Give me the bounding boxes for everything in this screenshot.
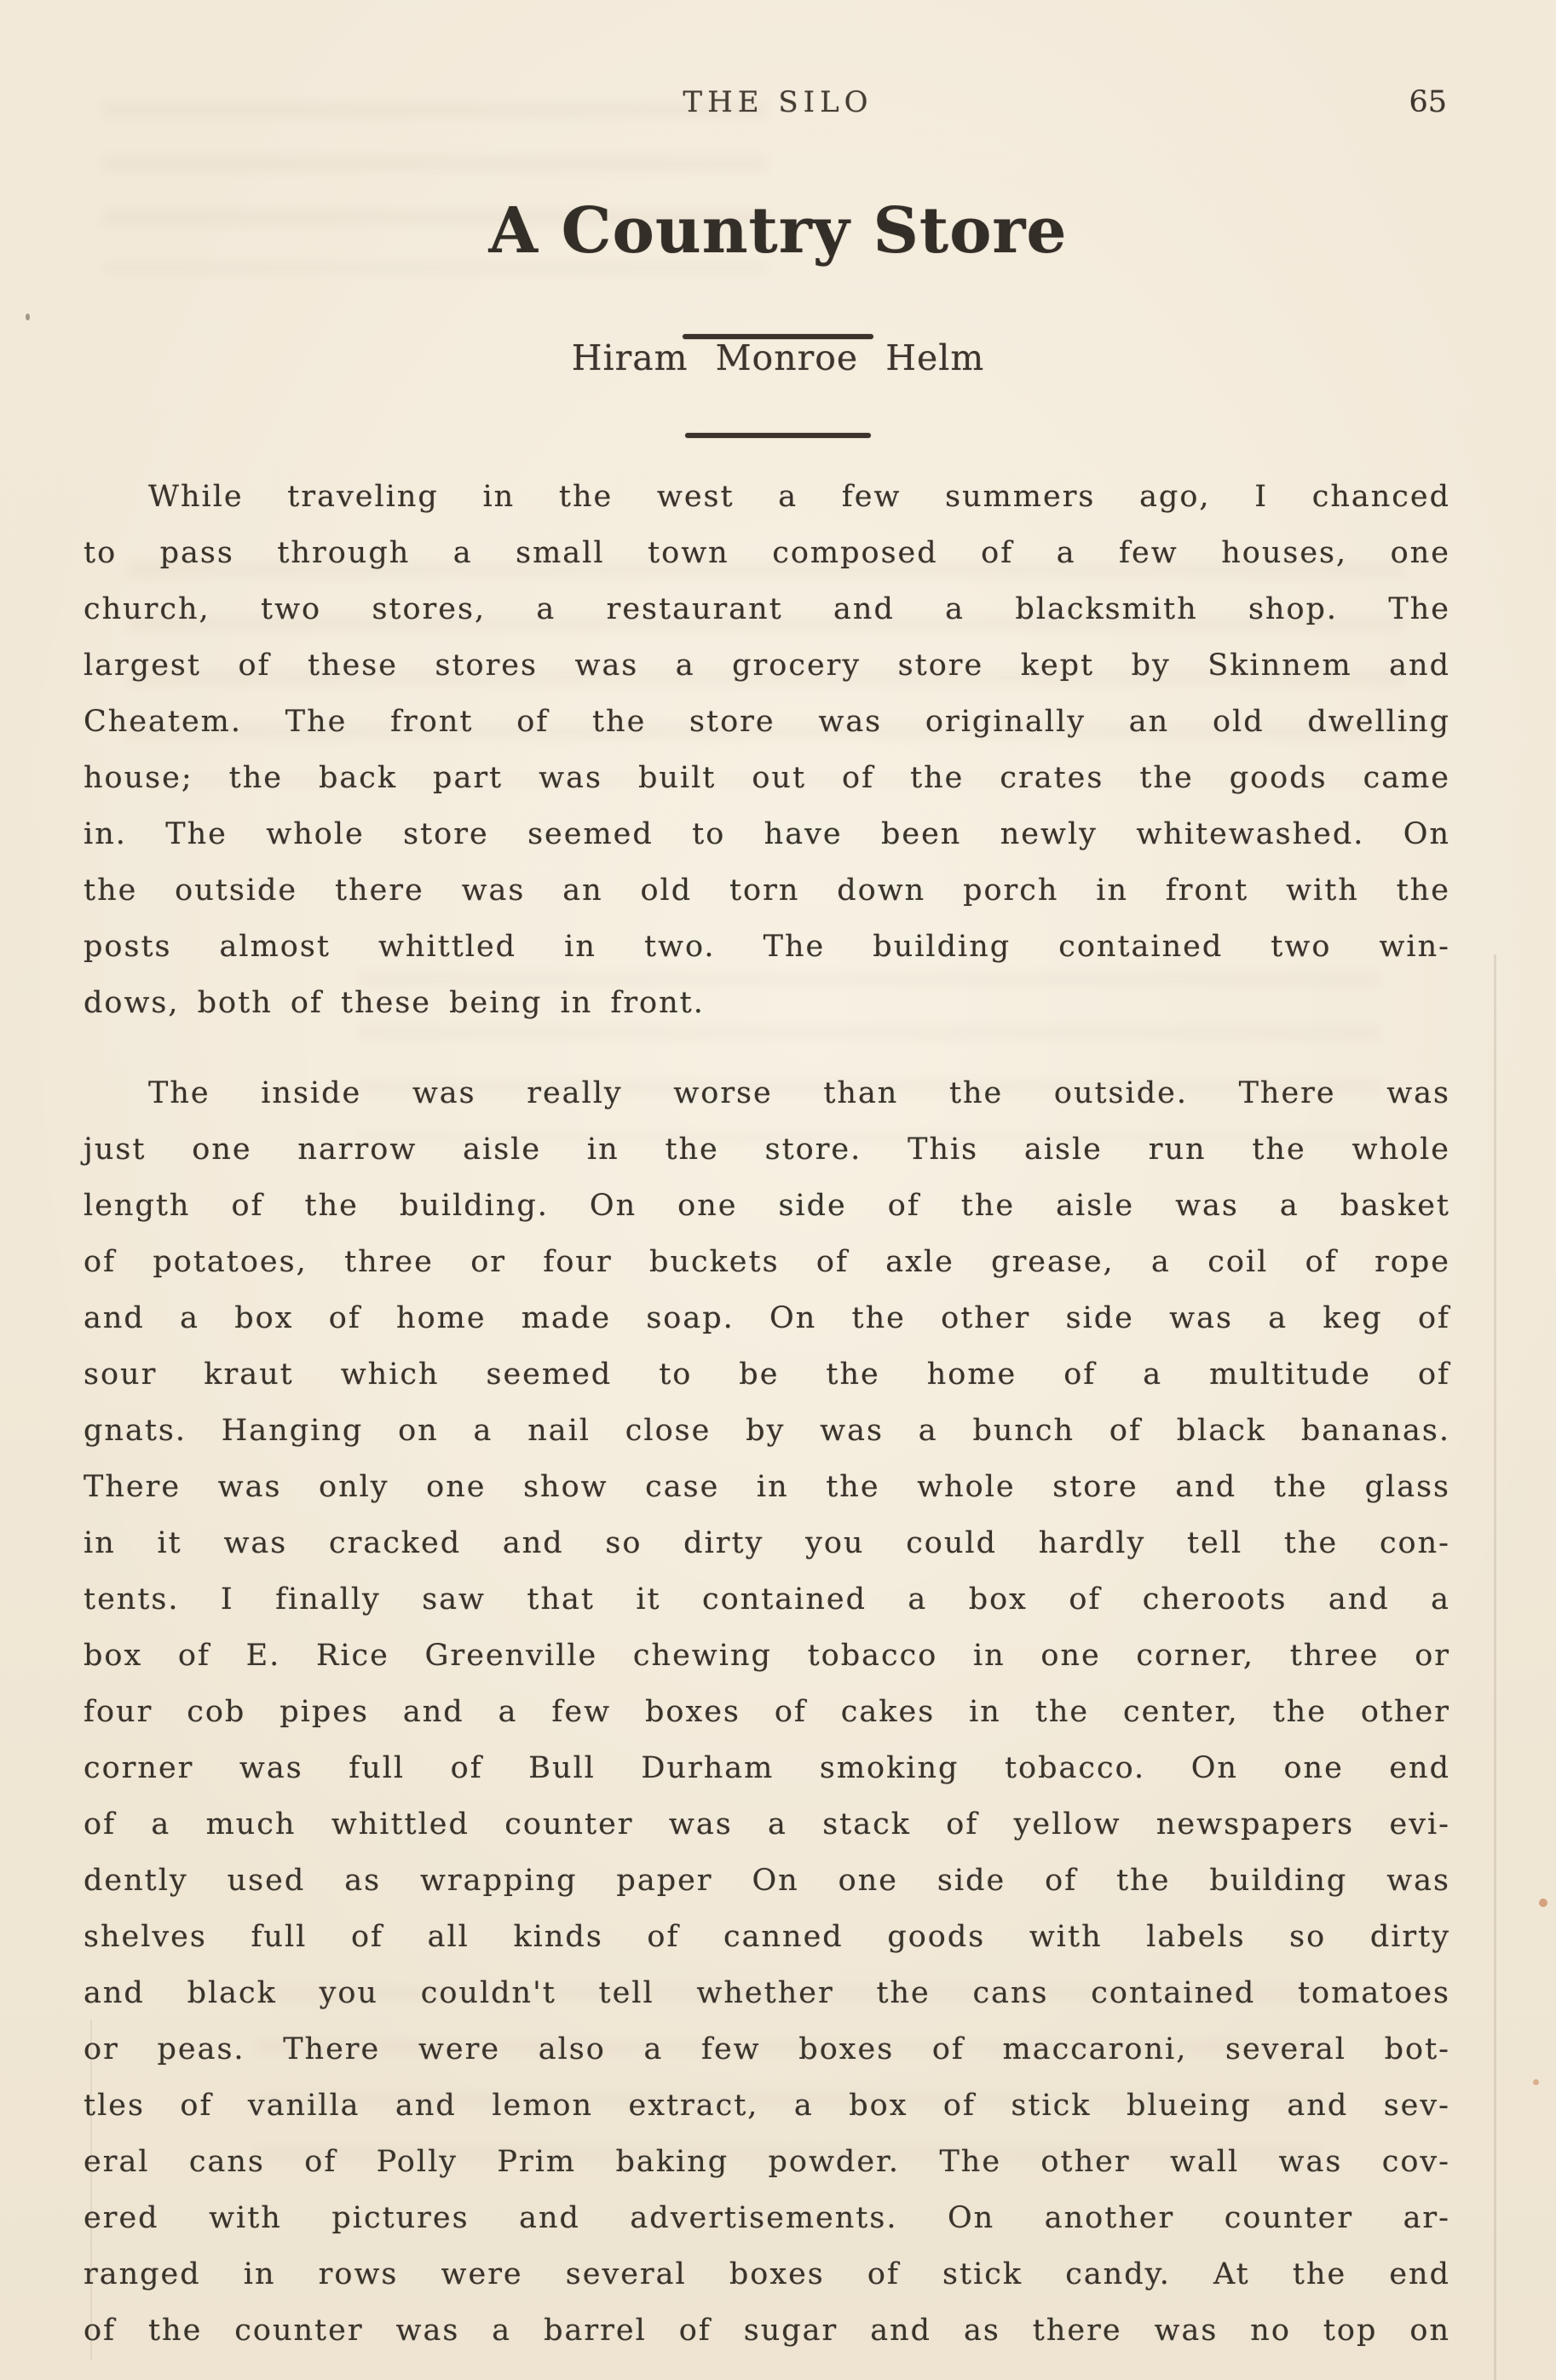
text-line: and a box of home made soap. On the other side was a keg of <box>84 1301 1450 1335</box>
text-line: four cob pipes and a few boxes of cakes in the center, the other <box>84 1695 1450 1729</box>
text-line: corner was full of Bull Durham smoking tobacco. On one end <box>84 1751 1450 1785</box>
text-line: ranged in rows were several boxes of stick candy. At the end <box>84 2257 1450 2291</box>
article-title: A Country Store <box>488 194 1068 268</box>
text-line: house; the back part was built out of the crates the goods came <box>84 761 1450 795</box>
text-line: dently used as wrapping paper On one side of the building was <box>84 1864 1450 1898</box>
text-line: length of the building. On one side of the aisle was a basket <box>84 1189 1450 1223</box>
text-line: just one narrow aisle in the store. This aisle run the whole <box>84 1132 1450 1167</box>
text-line: in. The whole store seemed to have been newly whitewashed. On <box>84 817 1450 851</box>
text-line: Cheatem. The front of the store was originally an old dwelling <box>84 705 1450 739</box>
scan-crease <box>1494 954 1496 2380</box>
text-line: While traveling in the west a few summers ago, I chanced <box>148 480 1450 514</box>
text-line: tents. I finally saw that it contained a box of cheroots and a <box>84 1582 1450 1616</box>
article-body <box>84 469 1450 2359</box>
paper-speck <box>26 314 30 320</box>
text-line: eral cans of Polly Prim baking powder. The other wall was cov- <box>84 2145 1450 2179</box>
text-line: ered with pictures and advertisements. On another counter ar- <box>84 2201 1450 2235</box>
paper-speck <box>1539 1899 1547 1907</box>
text-line: shelves full of all kinds of canned goods with labels so dirty <box>84 1920 1450 1954</box>
text-line: or peas. There were also a few boxes of maccaroni, several bot- <box>84 2032 1450 2066</box>
paper-speck <box>1533 2079 1539 2085</box>
text-line: and black you couldn't tell whether the cans contained tomatoes <box>84 1976 1450 2010</box>
article-author: Hiram Monroe Helm <box>571 337 985 378</box>
text-line: in it was cracked and so dirty you could hardly tell the con- <box>84 1526 1450 1560</box>
paragraph <box>84 1065 1450 2359</box>
text-line: The inside was really worse than the outside. There was <box>148 1076 1450 1110</box>
author-divider-rule <box>685 433 871 438</box>
text-line: There was only one show case in the whole store and the glass <box>84 1470 1450 1504</box>
text-line: of a much whittled counter was a stack of yellow newspapers evi- <box>84 1807 1450 1841</box>
text-line: of potatoes, three or four buckets of axle grease, a coil of rope <box>84 1245 1450 1279</box>
text-line: dows, both of these being in front. <box>84 986 705 1020</box>
running-head: THE SILO <box>683 85 873 119</box>
text-line: church, two stores, a restaurant and a blacksmith shop. The <box>84 592 1450 626</box>
text-line: posts almost whittled in two. The building contained two win- <box>84 930 1450 964</box>
text-line: gnats. Hanging on a nail close by was a bunch of black bananas. <box>84 1414 1450 1448</box>
text-line: sour kraut which seemed to be the home of a multitude of <box>84 1357 1450 1392</box>
page-number: 65 <box>1409 85 1447 119</box>
text-line: to pass through a small town composed of a few houses, one <box>84 536 1450 570</box>
text-line: of the counter was a barrel of sugar and as there was no top on <box>84 2314 1450 2348</box>
text-line: the outside there was an old torn down porch in front with the <box>84 873 1450 908</box>
text-line: largest of these stores was a grocery store kept by Skinnem and <box>84 648 1450 683</box>
paragraph <box>84 469 1450 1031</box>
text-line: box of E. Rice Greenville chewing tobacco in one corner, three or <box>84 1639 1450 1673</box>
text-line: tles of vanilla and lemon extract, a box of stick blueing and sev- <box>84 2089 1450 2123</box>
